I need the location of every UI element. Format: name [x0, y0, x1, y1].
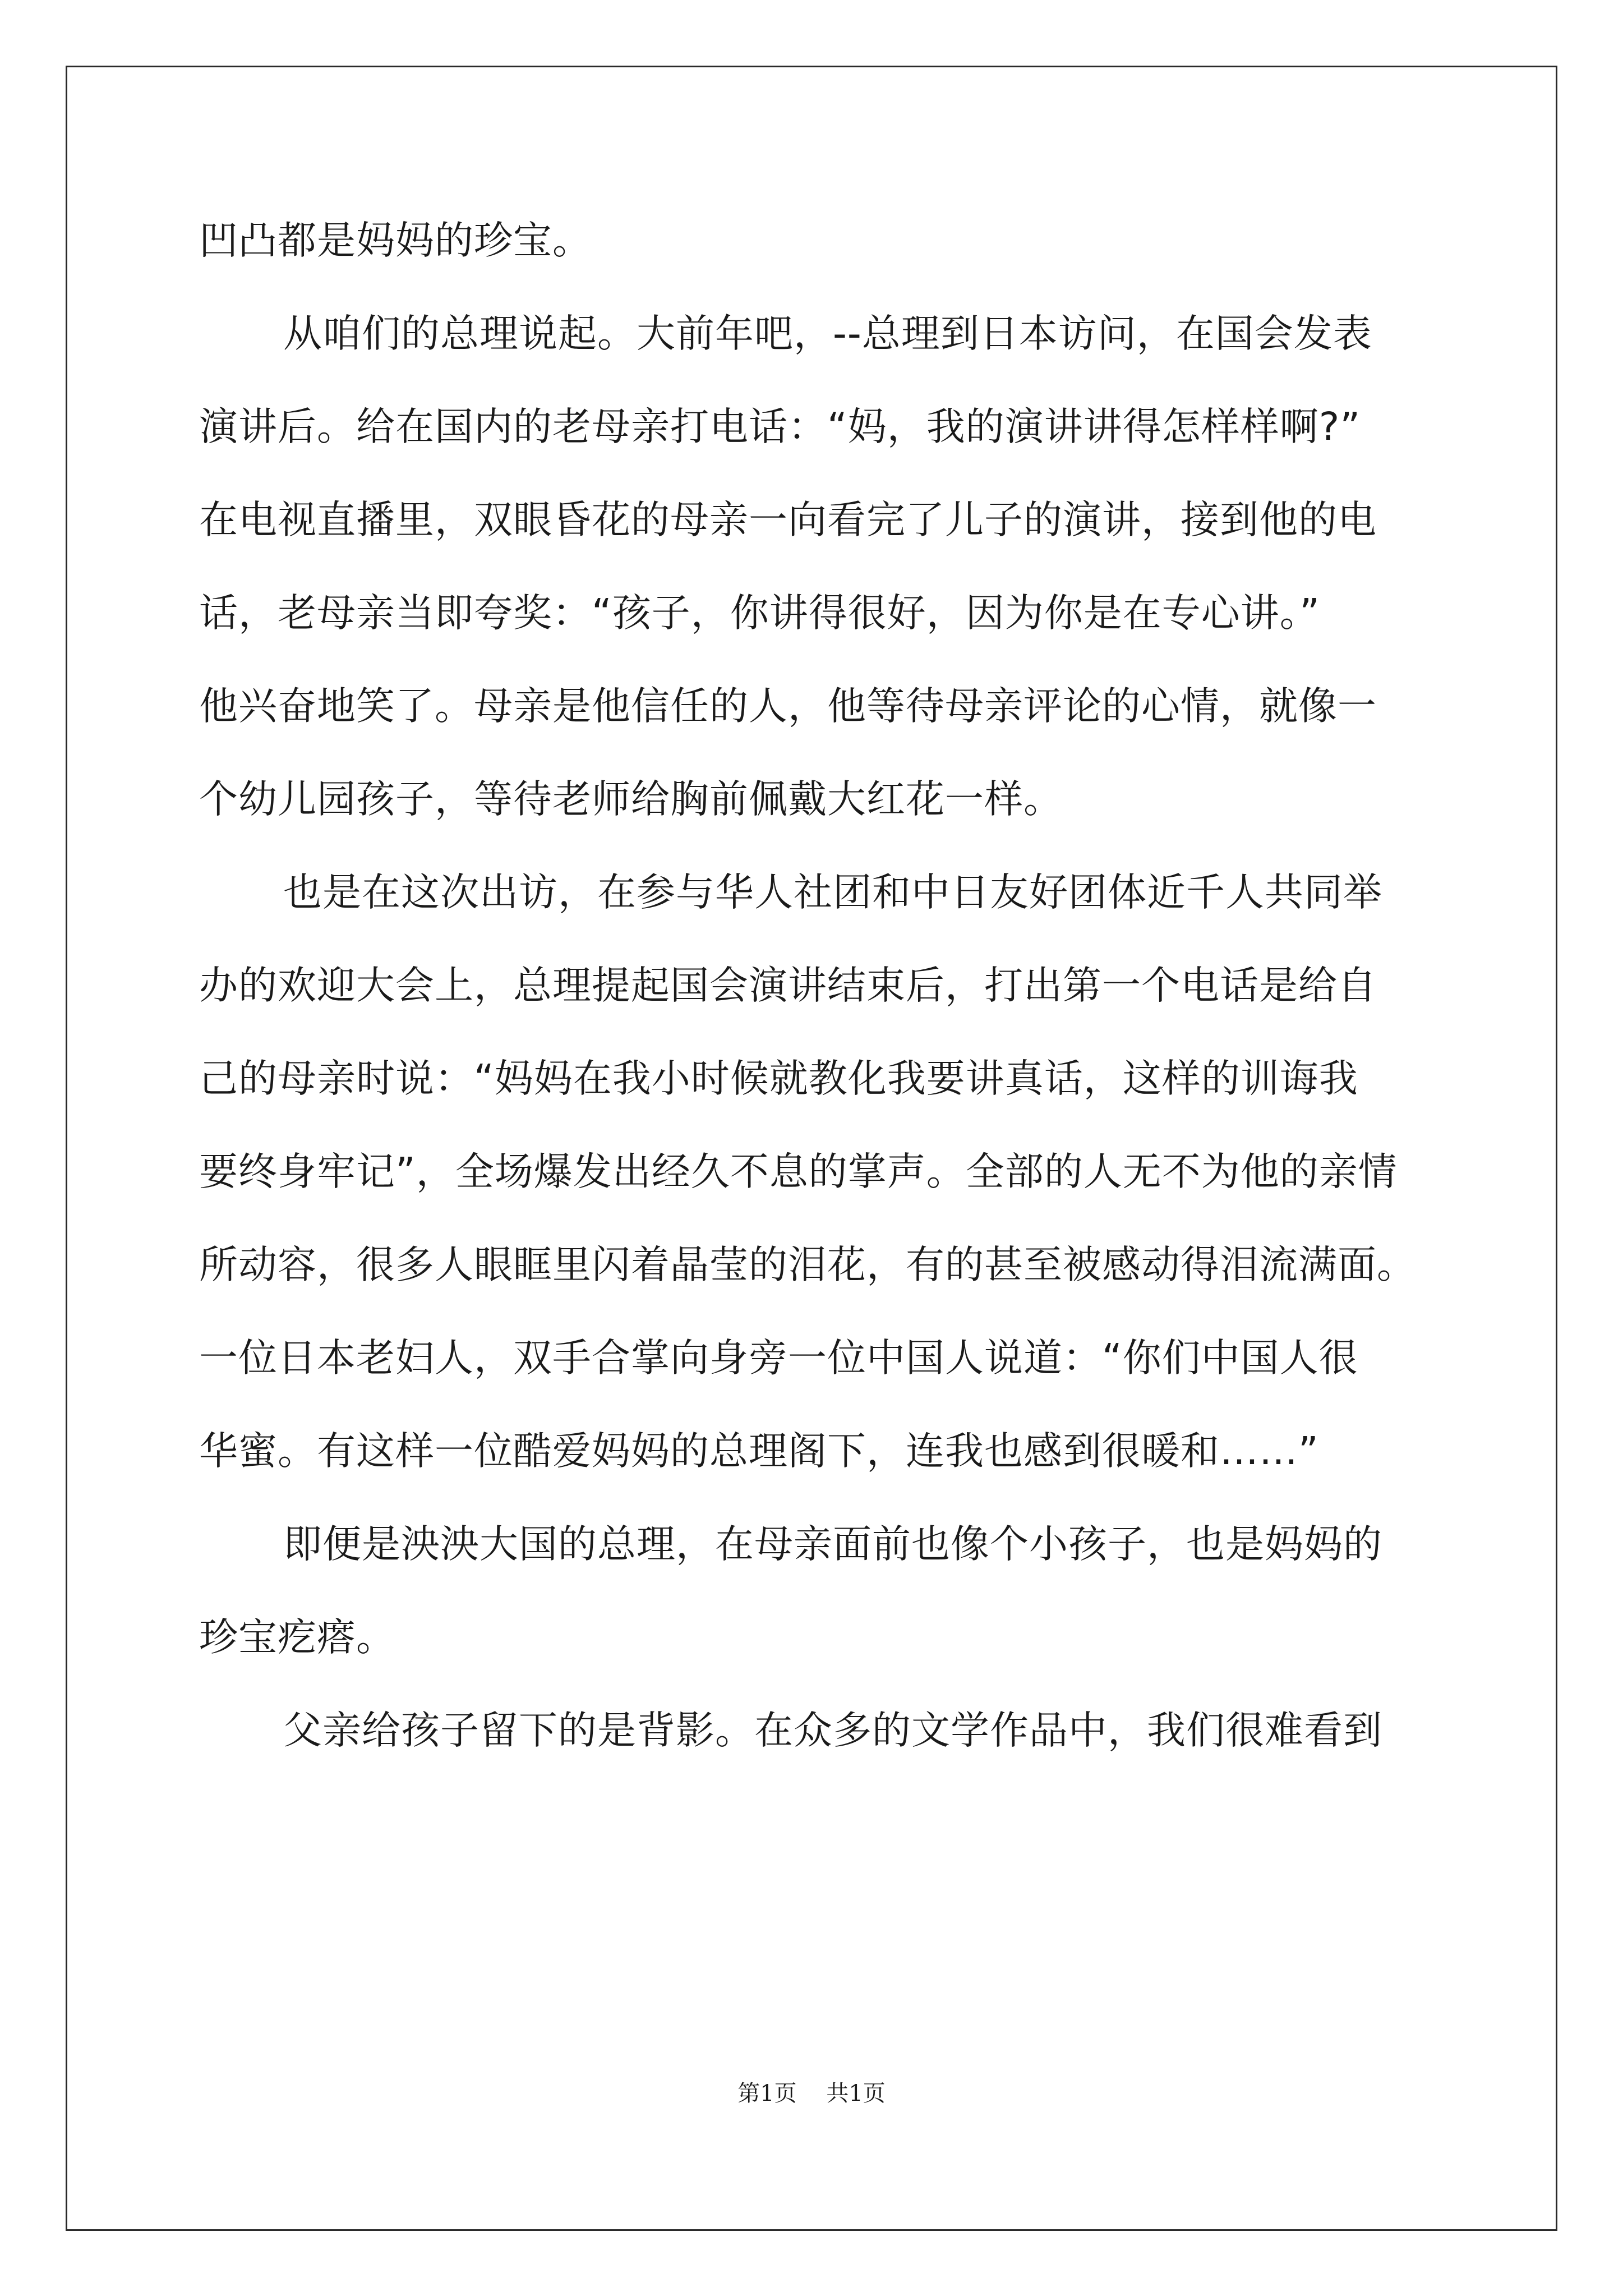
text-line: 即便是泱泱大国的总理，在母亲面前也像个小孩子，也是妈妈的 — [283, 1522, 1382, 1567]
text-line: 己的母亲时说：“妈妈在我小时候就教化我要讲真话，这样的训诲我 — [199, 1056, 1358, 1101]
text-line: 父亲给孩子留下的是背影。在众多的文学作品中，我们很难看到 — [283, 1708, 1382, 1753]
text-line: 一位日本老妇人，双手合掌向身旁一位中国人说道：“你们中国人很 — [199, 1336, 1358, 1381]
page-footer — [0, 2076, 1623, 2108]
text-line: 话，老母亲当即夸奖：“孩子，你讲得很好，因为你是在专心讲。” — [199, 591, 1320, 636]
text-line: 所动容，很多人眼眶里闪着晶莹的泪花，有的甚至被感动得泪流满面。 — [199, 1243, 1416, 1287]
text-line: 办的欢迎大会上，总理提起国会演讲结束后，打出第一个电话是给自 — [199, 963, 1377, 1008]
text-line: 他兴奋地笑了。母亲是他信任的人，他等待母亲评论的心情，就像一 — [199, 684, 1377, 729]
text-line: 演讲后。给在国内的老母亲打电话：“妈，我的演讲讲得怎样样啊?” — [199, 404, 1361, 449]
text-line: 珍宝疙瘩。 — [199, 1615, 395, 1660]
page-number: 第1页 — [737, 2081, 797, 2106]
text-line: 从咱们的总理说起。大前年吧，--总理到日本访问，在国会发表 — [283, 311, 1372, 356]
text-line: 华蜜。有这样一位酷爱妈妈的总理阁下，连我也感到很暖和……” — [199, 1429, 1319, 1474]
document-body — [199, 194, 1433, 1777]
text-line: 在电视直播里，双眼昏花的母亲一向看完了儿子的演讲，接到他的电 — [199, 498, 1377, 542]
page-total: 共1页 — [826, 2081, 886, 2106]
text-line: 凹凸都是妈妈的珍宝。 — [199, 218, 592, 263]
text-line: 也是在这次出访，在参与华人社团和中日友好团体近千人共同举 — [283, 870, 1382, 915]
text-line: 要终身牢记”，全场爆发出经久不息的掌声。全部的人无不为他的亲情 — [199, 1149, 1398, 1194]
text-line: 个幼儿园孩子，等待老师给胸前佩戴大红花一样。 — [199, 777, 1063, 822]
